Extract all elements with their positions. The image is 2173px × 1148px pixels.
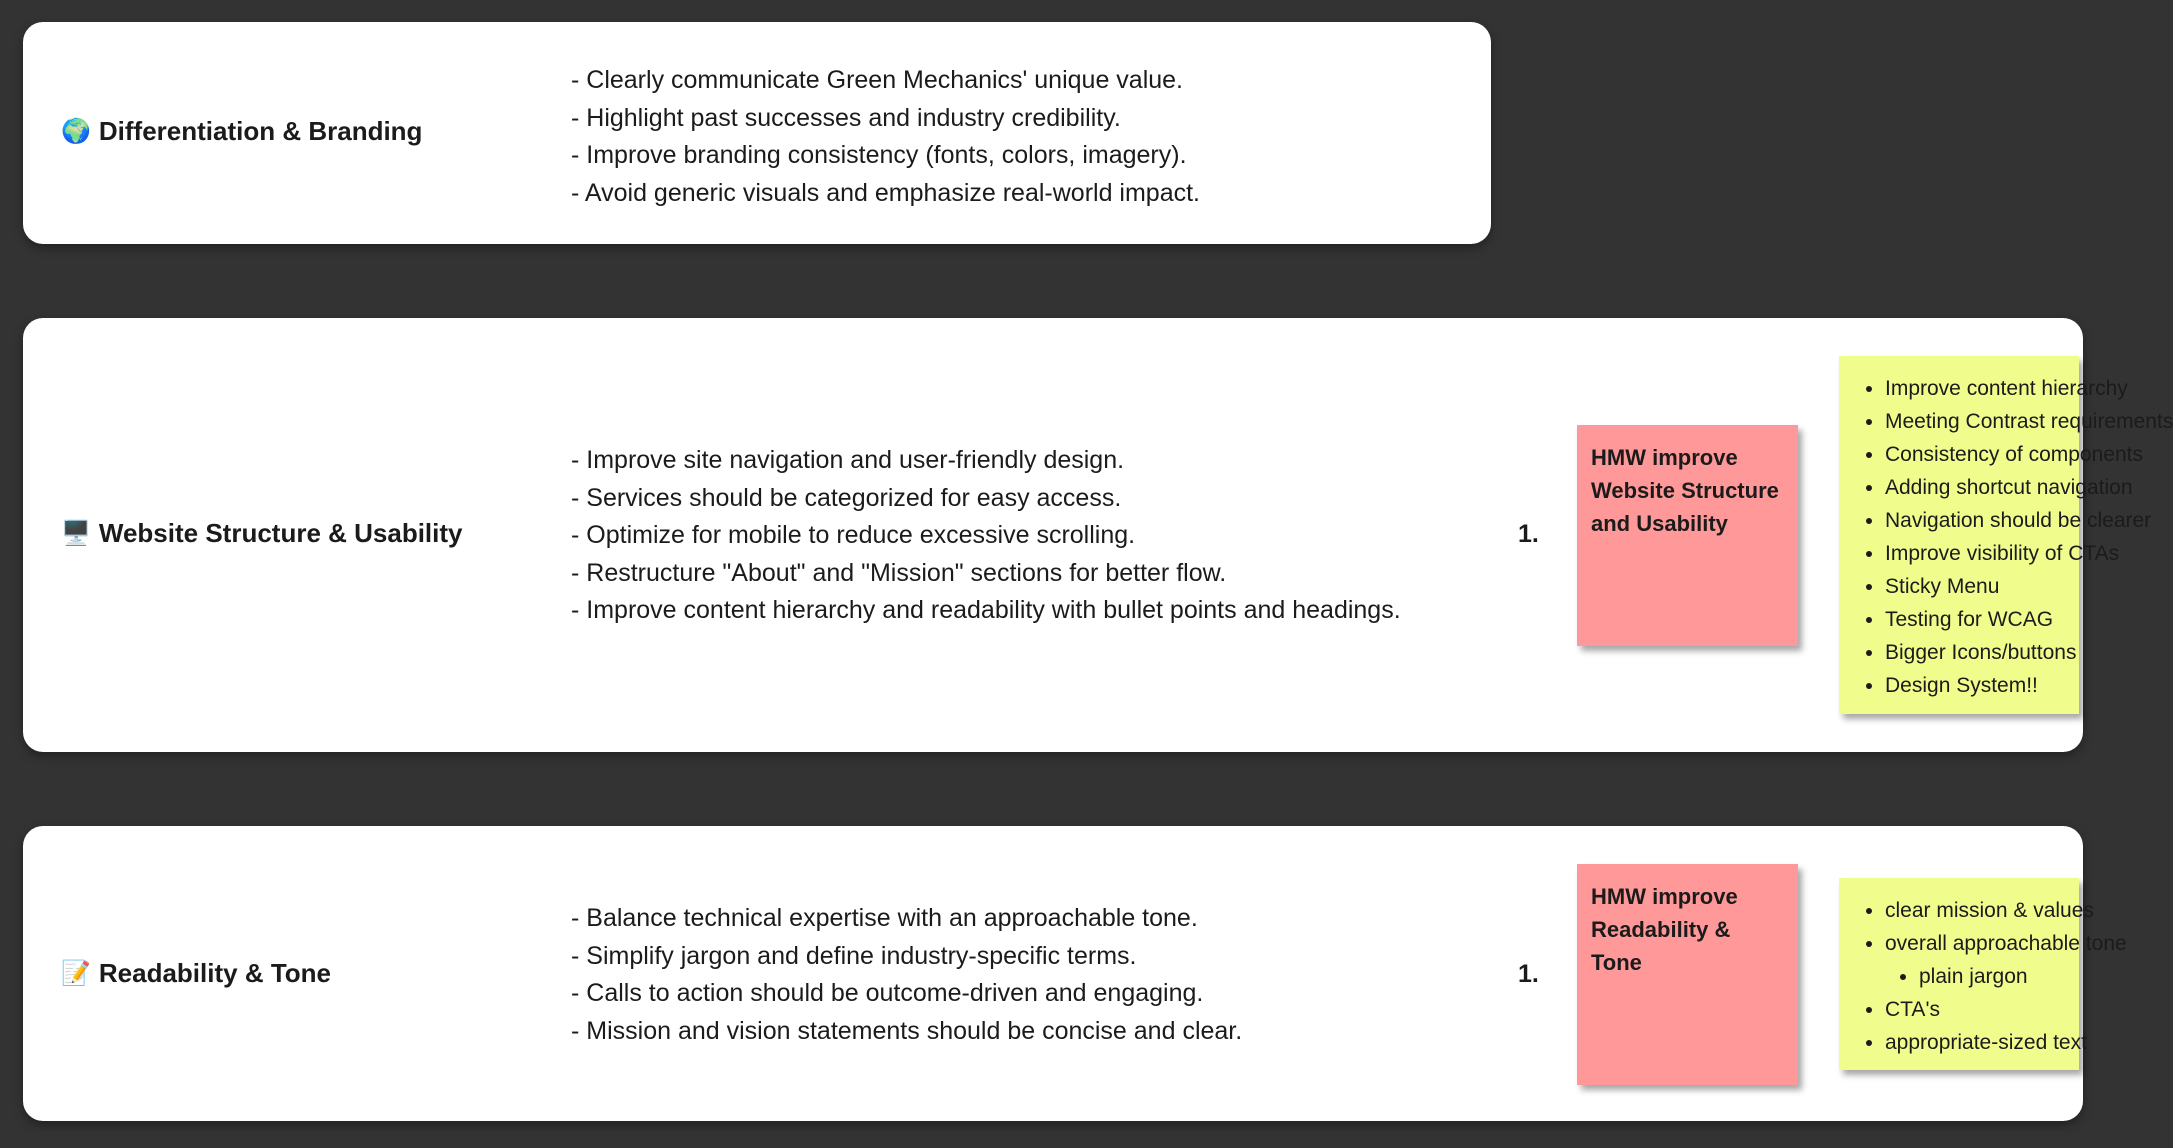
desktop-computer-icon: 🖥️ <box>61 520 91 547</box>
insight-item: - Improve content hierarchy and readability with bullet points and headings. <box>571 596 1401 624</box>
theme-title-label: Differentiation & Branding <box>98 116 423 146</box>
insight-item: - Improve site navigation and user-friendly design. <box>571 446 1125 474</box>
globe-icon: 🌍 <box>61 118 91 145</box>
theme-title-label: Website Structure & Usability <box>98 518 463 548</box>
insight-list <box>571 442 1401 630</box>
idea-item: • Meeting Contrast requirements <box>1885 405 2079 438</box>
idea-item: • Bigger Icons/buttons <box>1885 636 2079 669</box>
theme-card-differentiation <box>23 22 1491 244</box>
idea-item: • Consistency of components <box>1885 438 2079 471</box>
insight-item: - Restructure "About" and "Mission" sections for better flow. <box>571 558 1227 587</box>
idea-item <box>1885 927 2127 993</box>
insight-item: - Clearly communicate Green Mechanics' unique value. <box>571 66 1183 94</box>
idea-item: • CTA's <box>1885 993 2079 1026</box>
theme-title <box>61 518 463 549</box>
idea-item: • Improve visibility of CTAs <box>1885 537 2079 570</box>
idea-item: • Design System!! <box>1885 669 2079 702</box>
insight-list <box>571 62 1200 212</box>
insight-item: - Services should be categorized for easy access. <box>571 483 1122 512</box>
idea-item: • clear mission & values <box>1885 894 2079 927</box>
theme-title <box>61 116 422 147</box>
hmw-sticky-note[interactable]: HMW improve Website Structure and Usability <box>1577 425 1798 646</box>
insight-item: - Calls to action should be outcome-driven and engaging. <box>571 979 1204 1007</box>
insight-item: - Simplify jargon and define industry-specific terms. <box>571 941 1137 970</box>
idea-item: • Improve content hierarchy <box>1885 372 2079 405</box>
insight-item: - Optimize for mobile to reduce excessive scrolling. <box>571 521 1136 549</box>
idea-item: • Adding shortcut navigation <box>1885 471 2079 504</box>
idea-sublist <box>1885 960 2079 993</box>
ideas-list <box>1839 894 2127 1059</box>
insight-item: - Mission and vision statements should be concise and clear. <box>571 1016 1243 1045</box>
idea-item: • Navigation should be clearer <box>1885 504 2079 537</box>
theme-card-readability-tone <box>23 826 2127 1121</box>
insight-list <box>571 900 1242 1050</box>
idea-item-label: overall approachable tone <box>1885 932 2127 955</box>
ideas-sticky-note[interactable] <box>1839 356 2173 714</box>
theme-card-website-structure <box>23 318 2173 752</box>
insight-item: - Balance technical expertise with an approachable tone. <box>571 904 1198 932</box>
hmw-sticky-note[interactable]: HMW improve Readability & Tone <box>1577 864 1798 1085</box>
insight-item: - Improve branding consistency (fonts, colors, imagery). <box>571 141 1187 169</box>
insight-item: - Avoid generic visuals and emphasize real-world impact. <box>571 178 1201 207</box>
theme-title <box>61 958 331 989</box>
item-number: 1. <box>1518 520 1539 548</box>
theme-title-label: Readability & Tone <box>98 958 331 988</box>
ideas-sticky-note[interactable] <box>1839 878 2127 1070</box>
idea-item: • Sticky Menu <box>1885 570 2079 603</box>
idea-item: • Testing for WCAG <box>1885 603 2079 636</box>
item-number: 1. <box>1518 960 1539 988</box>
idea-item: • appropriate-sized text <box>1885 1026 2079 1059</box>
memo-icon: 📝 <box>61 960 91 987</box>
idea-subitem: • plain jargon <box>1919 960 2079 993</box>
insight-item: - Highlight past successes and industry credibility. <box>571 103 1121 132</box>
ideas-list <box>1839 372 2173 702</box>
